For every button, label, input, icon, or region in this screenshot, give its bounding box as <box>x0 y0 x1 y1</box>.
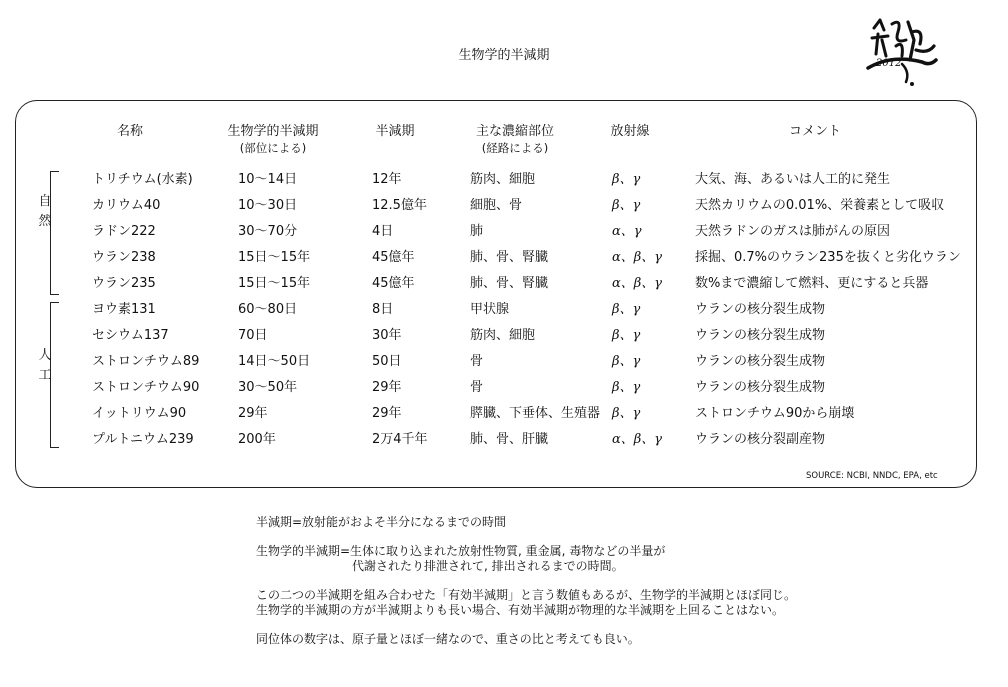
calligraphy-stamp-icon <box>862 10 942 90</box>
cell-radiation: β、γ <box>612 328 641 343</box>
cell-bio-half-life: 15日〜15年 <box>238 276 311 291</box>
cell-site: 肺 <box>470 224 484 239</box>
cell-name: ストロンチウム90 <box>92 380 200 395</box>
cell-comment: 大気、海、あるいは人工的に発生 <box>695 172 891 187</box>
cell-site: 肺、骨、肝臓 <box>470 432 549 447</box>
note-effective-2: 生物学的半減期の方が半減期よりも長い場合、有効半減期が物理的な半減期を上回ることはない。 <box>256 603 785 617</box>
cell-bio-half-life: 30〜50年 <box>238 380 298 395</box>
cell-bio-half-life: 10〜14日 <box>238 172 298 187</box>
cell-radiation: β、γ <box>612 380 641 395</box>
header-site <box>460 124 570 156</box>
cell-comment: ストロンチウム90から崩壊 <box>695 406 855 421</box>
cell-radiation: α、β、γ <box>612 432 663 447</box>
note-half-life: 半減期=放射能がおよそ半分になるまでの時間 <box>256 515 507 529</box>
cell-bio-half-life: 29年 <box>238 406 268 421</box>
data-table-frame <box>15 100 977 488</box>
cell-bio-half-life: 60〜80日 <box>238 302 298 317</box>
cell-name: セシウム137 <box>92 328 169 343</box>
cell-radiation: α、γ <box>612 224 642 239</box>
cell-comment: 天然カリウムの0.01%、栄養素として吸収 <box>695 198 945 213</box>
cell-site: 細胞、骨 <box>470 198 523 213</box>
cell-site: 骨 <box>470 380 484 395</box>
header-half-life: 半減期 <box>375 124 415 139</box>
page-title: 生物学的半減期 <box>458 48 550 63</box>
cell-name: ウラン235 <box>92 276 156 291</box>
header-bio-half-life <box>208 124 338 156</box>
cell-half-life: 45億年 <box>372 250 415 265</box>
cell-radiation: β、γ <box>612 198 641 213</box>
header-comment: コメント <box>788 124 841 139</box>
cell-half-life: 4日 <box>372 224 394 239</box>
cell-name: プルトニウム239 <box>92 432 194 447</box>
cell-bio-half-life: 14日〜50日 <box>238 354 311 369</box>
cell-comment: 数%まで濃縮して燃料、更にすると兵器 <box>695 276 929 291</box>
cell-site: 甲状腺 <box>470 302 510 317</box>
cell-half-life: 45億年 <box>372 276 415 291</box>
source-credit: SOURCE: NCBI, NNDC, EPA, etc <box>806 471 938 481</box>
cell-site: 膵臓、下垂体、生殖器 <box>470 406 601 421</box>
cell-site: 筋肉、細胞 <box>470 328 536 343</box>
cell-name: ストロンチウム89 <box>92 354 200 369</box>
note-effective-1: この二つの半減期を組み合わせた「有効半減期」と言う数値もあるが、生物学的半減期とほぼ同じ。 <box>256 588 797 602</box>
bracket-natural <box>50 171 59 295</box>
cell-radiation: β、γ <box>612 354 641 369</box>
header-bio-half-life-sub: (部位による) <box>239 141 307 155</box>
cell-bio-half-life: 15日〜15年 <box>238 250 311 265</box>
cell-half-life: 29年 <box>372 380 402 395</box>
cell-half-life: 30年 <box>372 328 402 343</box>
header-site-label: 主な濃縮部位 <box>475 124 554 139</box>
notes <box>256 515 796 647</box>
cell-name: カリウム40 <box>92 198 161 213</box>
header-name: 名称 <box>116 124 143 139</box>
note-isotope: 同位体の数字は、原子量とほぼ一緒なので、重さの比と考えても良い。 <box>256 632 640 646</box>
header-site-sub: (経路による) <box>481 141 549 155</box>
cell-bio-half-life: 70日 <box>238 328 268 343</box>
cell-name: ラドン222 <box>92 224 156 239</box>
cell-name: ウラン238 <box>92 250 156 265</box>
group-label-natural <box>38 192 54 232</box>
cell-site: 骨 <box>470 354 484 369</box>
header-radiation: 放射線 <box>610 124 650 139</box>
cell-bio-half-life: 30〜70分 <box>238 224 298 239</box>
cell-half-life: 12.5億年 <box>372 198 427 213</box>
header-bio-half-life-label: 生物学的半減期 <box>227 124 319 139</box>
cell-name: トリチウム(水素) <box>92 172 193 187</box>
cell-comment: ウランの核分裂生成物 <box>695 380 826 395</box>
cell-site: 筋肉、細胞 <box>470 172 536 187</box>
cell-half-life: 12年 <box>372 172 402 187</box>
cell-comment: ウランの核分裂生成物 <box>695 354 826 369</box>
cell-name: イットリウム90 <box>92 406 187 421</box>
cell-comment: ウランの核分裂生成物 <box>695 328 826 343</box>
cell-site: 肺、骨、腎臓 <box>470 276 549 291</box>
cell-radiation: α、β、γ <box>612 276 663 291</box>
cell-half-life: 50日 <box>372 354 402 369</box>
cell-comment: ウランの核分裂副産物 <box>695 432 826 447</box>
cell-radiation: α、β、γ <box>612 250 663 265</box>
cell-name: ヨウ素131 <box>92 302 156 317</box>
cell-comment: 採掘、0.7%のウラン235を抜くと劣化ウラン <box>695 250 961 265</box>
cell-half-life: 29年 <box>372 406 402 421</box>
cell-half-life: 8日 <box>372 302 394 317</box>
cell-bio-half-life: 10〜30日 <box>238 198 298 213</box>
cell-comment: 天然ラドンのガスは肺がんの原因 <box>695 224 891 239</box>
stamp-year: 2012 <box>876 58 902 69</box>
note-bio-half-life-1: 生物学的半減期=生体に取り込まれた放射性物質, 重金属, 毒物などの半量が <box>256 544 666 558</box>
cell-radiation: β、γ <box>612 406 641 421</box>
group-label-artificial <box>38 346 54 386</box>
cell-comment: ウランの核分裂生成物 <box>695 302 826 317</box>
cell-bio-half-life: 200年 <box>238 432 276 447</box>
group-label-natural-text: 自然 <box>38 194 52 229</box>
group-label-artificial-text: 人工 <box>38 348 52 383</box>
cell-radiation: β、γ <box>612 302 641 317</box>
cell-site: 肺、骨、腎臓 <box>470 250 549 265</box>
cell-radiation: β、γ <box>612 172 641 187</box>
note-bio-half-life-2: 代謝されたり排泄されて, 排出されるまでの時間。 <box>352 559 624 573</box>
cell-half-life: 2万4千年 <box>372 432 428 447</box>
